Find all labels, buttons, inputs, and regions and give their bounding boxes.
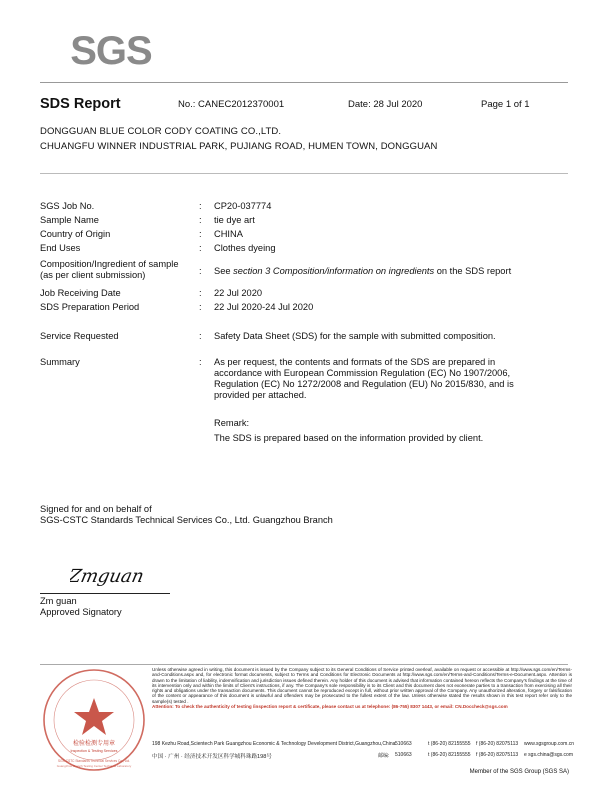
summary-line: As per request, the contents and formats of the SDS are prepared in	[214, 357, 496, 367]
authenticity-notice: Attention: To check the authenticity of testing /inspection report & certificate, please contact us at telephone: (86-755) 8307 1443, or email: CN.Doccheck@sgs.com	[152, 704, 508, 710]
composition-post: on the SDS report	[434, 266, 512, 276]
terms-text: Unless otherwise agreed in writing, this document is issued by the Company subject to its General Conditions of Service printed overleaf, available on request or accessible at http://www.sgs.com/en/Terms-and-Conditions.aspx and, for electronic format documents, subject to Terms and Conditions for Electronic Documents at http://www.sgs.com/en/Terms-and-Conditions/Terms-e-Document.aspx. Attention is drawn to the limitation of liability, indemnification and jurisdiction issues defined therein. Any holder of this document is advised that information contained hereon reflects the Company's findings at the time of its intervention only and within the limits of Client's instructions, if any. The Company's sole responsibility is to its Client and this document does not exonerate parties to a transaction from exercising all their rights and obligations under the transaction documents. This document cannot be reproduced except in full, without prior written approval of the Company. Any unauthorized alteration, forgery or falsification of the content or appearance of this document is unlawful and offenders may be prosecuted to the fullest extent of the law. Unless otherwise stated the results shown in this test report refer only to the sample(s) tested .	[152, 667, 572, 704]
stamp-cn-text: 检验检测专用章	[72, 740, 116, 747]
company-divider	[40, 173, 568, 174]
stamp-branch-text: Guangzhou Branch Testing Center Technical Laboratory	[56, 764, 132, 768]
colon: :	[199, 243, 202, 253]
handwritten-signature	[70, 560, 170, 592]
stamp-en-text: Inspection & Testing Services	[70, 749, 118, 753]
page-indicator: Page 1 of 1	[481, 99, 530, 110]
composition-label-2: (as per client submission)	[40, 270, 146, 280]
job-no-value: CP20-037774	[214, 201, 272, 211]
report-title: SDS Report	[40, 96, 121, 112]
prep-period-label: SDS Preparation Period	[40, 302, 140, 312]
header-divider	[40, 82, 568, 83]
summary-line: Regulation (EC) No 1272/2008 and Regulation (EU) No 2015/830, and is	[214, 379, 514, 389]
star-icon	[74, 698, 114, 735]
website: www.sgsgroup.com.cn	[524, 741, 575, 747]
company-address: CHUANGFU WINNER INDUSTRIAL PARK, PUJIANG ROAD, HUMEN TOWN, DONGGUAN	[40, 141, 438, 152]
signature-line	[40, 593, 170, 594]
postcode: 510663	[395, 752, 412, 758]
fax: f (86-20) 82075113	[476, 752, 519, 758]
end-uses-label: End Uses	[40, 243, 81, 253]
branch-name: SGS-CSTC Standards Technical Services Co., Ltd. Guangzhou Branch	[40, 515, 333, 525]
sgs-logo	[66, 28, 156, 70]
member-notice: Member of the SGS Group (SGS SA)	[469, 769, 569, 775]
colon: :	[199, 302, 202, 312]
service-label: Service Requested	[40, 331, 119, 341]
logo-text: SGS	[70, 29, 152, 70]
end-uses-value: Clothes dyeing	[214, 243, 276, 253]
summary-line: provided per attached.	[214, 390, 307, 400]
composition-label-1: Composition/Ingredient of sample	[40, 259, 179, 269]
composition-section-ref: section 3 Composition/information on ingredients	[233, 266, 435, 276]
job-no-label: SGS Job No.	[40, 201, 95, 211]
company-name: DONGGUAN BLUE COLOR CODY COATING CO.,LTD.	[40, 126, 282, 137]
prep-period-value: 22 Jul 2020-24 Jul 2020	[214, 302, 314, 312]
summary-text	[214, 357, 544, 401]
address-cn: 中国 · 广州 · 经济技术开发区科学城科珠路198号	[152, 754, 272, 760]
country-value: CHINA	[214, 229, 243, 239]
composition-value	[214, 266, 511, 277]
address-en: 198 Kezhu Road,Scientech Park Guangzhou Economic & Technology Development District,Guangzhou,China	[152, 741, 396, 747]
service-value: Safety Data Sheet (SDS) for the sample with submitted composition.	[214, 331, 496, 341]
signatory-role: Approved Signatory	[40, 607, 122, 617]
signature-text: Zmguan	[70, 566, 146, 587]
sample-name-label: Sample Name	[40, 215, 99, 225]
colon: :	[199, 201, 202, 211]
colon: :	[199, 288, 202, 298]
summary-line: accordance with European Commission Regulation (EC) No 1907/2006,	[214, 368, 511, 378]
colon: :	[199, 215, 202, 225]
receiving-date-value: 22 Jul 2020	[214, 288, 263, 298]
telephone: t (86-20) 82155555	[428, 741, 471, 747]
colon: :	[199, 331, 202, 341]
postcode-label: 邮编:	[378, 753, 390, 759]
email: e sgs.china@sgs.com	[524, 752, 573, 758]
signatory-name: Zm guan	[40, 596, 77, 606]
report-number: No.: CANEC2012370001	[178, 99, 285, 110]
stamp-company-text: SGS-CSTC Standards Technical Services Co., Ltd.	[57, 759, 131, 763]
signed-for-text: Signed for and on behalf of	[40, 504, 152, 514]
country-label: Country of Origin	[40, 229, 111, 239]
terms-fine-print	[152, 667, 572, 709]
summary-label: Summary	[40, 357, 80, 367]
sample-name-value: tie dye art	[214, 215, 255, 225]
postcode: 510663	[395, 741, 412, 747]
report-date: Date: 28 Jul 2020	[348, 99, 423, 110]
remark-text: The SDS is prepared based on the information provided by client.	[214, 433, 484, 443]
receiving-date-label: Job Receiving Date	[40, 288, 121, 298]
colon: :	[199, 229, 202, 239]
telephone: t (86-20) 82155555	[428, 752, 471, 758]
composition-pre: See	[214, 266, 234, 276]
colon: :	[199, 357, 202, 367]
remark-label: Remark:	[214, 418, 250, 428]
footer-divider	[40, 664, 568, 665]
official-stamp	[40, 666, 148, 774]
fax: f (86-20) 82075113	[476, 741, 519, 747]
colon: :	[199, 266, 202, 276]
